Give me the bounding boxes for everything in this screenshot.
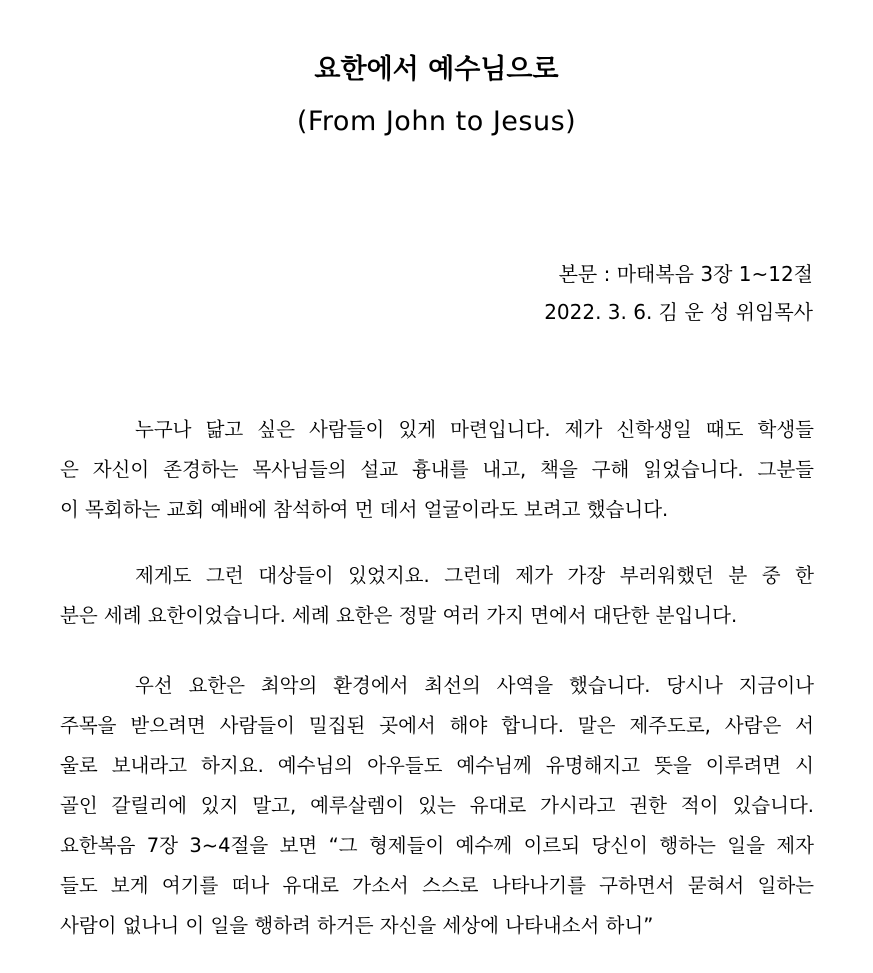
paragraph-line: 주목을 받으려면 사람들이 밀집된 곳에서 해야 합니다. 말은 제주도로, 사람은 서 bbox=[60, 714, 814, 737]
sermon-meta bbox=[544, 255, 813, 331]
paragraph-line: 이 목회하는 교회 예배에 참석하여 먼 데서 얼굴이라도 보려고 했습니다. bbox=[60, 498, 669, 521]
paragraph-line: 우선 요한은 최악의 환경에서 최선의 사역을 했습니다. 당시나 지금이나 bbox=[135, 674, 814, 697]
document-title: 요한에서 예수님으로 bbox=[314, 54, 559, 85]
scripture-reference: 본문 : 마태복음 3장 1~12절 bbox=[558, 262, 813, 286]
paragraph-line: 사람이 없나니 이 일을 행하려 하거든 자신을 세상에 나타내소서 하니” bbox=[60, 914, 654, 937]
document-header bbox=[0, 52, 873, 140]
paragraph-1 bbox=[60, 410, 814, 530]
paragraph-line: 분은 세례 요한이었습니다. 세례 요한은 정말 여러 가지 면에서 대단한 분입니다. bbox=[60, 604, 738, 627]
paragraph-line: 은 자신이 존경하는 목사님들의 설교 흉내를 내고, 책을 구해 읽었습니다. 그분들 bbox=[60, 458, 814, 481]
document-subtitle: (From John to Jesus) bbox=[296, 106, 577, 137]
paragraph-line: 울로 보내라고 하지요. 예수님의 아우들도 예수님께 유명해지고 뜻을 이루려면 시 bbox=[60, 754, 814, 777]
paragraph-line: 들도 보게 여기를 떠나 유대로 가소서 스스로 나타나기를 구하면서 묻혀서 일하는 bbox=[60, 874, 814, 897]
paragraph-line: 골인 갈릴리에 있지 말고, 예루살렘이 있는 유대로 가시라고 권한 적이 있습니다. bbox=[60, 794, 814, 817]
paragraph-line: 제게도 그런 대상들이 있었지요. 그런데 제가 가장 부러워했던 분 중 한 bbox=[135, 564, 814, 587]
paragraph-3 bbox=[60, 666, 814, 946]
date-author: 2022. 3. 6. 김 운 성 위임목사 bbox=[544, 300, 813, 324]
paragraph-line: 누구나 닮고 싶은 사람들이 있게 마련입니다. 제가 신학생일 때도 학생들 bbox=[135, 418, 814, 441]
paragraph-line: 요한복음 7장 3~4절을 보면 “그 형제들이 예수께 이르되 당신이 행하는 일을 제자 bbox=[60, 834, 814, 857]
paragraph-2 bbox=[60, 556, 814, 636]
